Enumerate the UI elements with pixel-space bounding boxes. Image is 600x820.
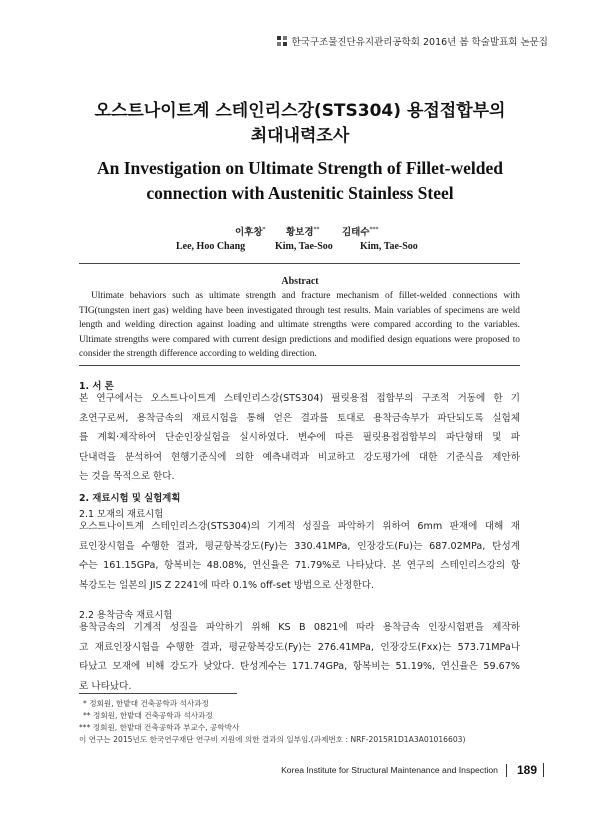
paragraph-line: 료인장시험을 수행한 결과, 평균항복강도(Fy)는 330.41MPa, 인장강도(Fu)는 687.02MPa, 탄성계 — [79, 540, 520, 552]
author-3-ko: 김태수*** — [342, 225, 379, 238]
author-1-ko: 이후창* — [235, 225, 266, 238]
footnotes — [79, 698, 465, 746]
paragraph-line: 단내력을 분석하여 현행기준식에 의한 예측내력과 비교하고 강도평가에 대한 기준식을 제안하 — [79, 451, 520, 463]
author-3-en: Kim, Tae-Soo — [360, 241, 418, 252]
proceedings-title: 한국구조물진단유지관리공학회 2016년 봄 학술발표회 논문집 — [291, 37, 548, 48]
paragraph-line: 용착금속의 기계적 성질을 파악하기 위해 KS B 0821에 따라 용착금속 인장시험편을 제작하 — [79, 622, 520, 633]
section-2-1-heading: 2.1 모재의 재료시험 — [79, 509, 164, 520]
section-2-heading: 2. 재료시험 및 실험계획 — [79, 493, 181, 504]
english-title-line1: An Investigation on Ultimate Strength of Fillet-welded — [96, 158, 504, 178]
paragraph-line: 본 연구에서는 오스트나이트계 스테인리스강(STS304) 필릿용접 접합부의 구조적 거동에 한 기 — [79, 393, 520, 404]
society-logo-icon — [277, 36, 287, 46]
divider-top — [79, 263, 520, 264]
footnote-divider — [79, 693, 237, 694]
paragraph-line: 로 나타났다. — [79, 680, 132, 692]
author-2-en: Kim, Tae-Soo — [275, 241, 333, 252]
page-number: 189 — [516, 763, 537, 777]
running-header — [277, 34, 548, 48]
english-title-line2: connection with Austenitic Stainless Steel — [146, 183, 454, 203]
paragraph-line: 를 계획·제작하여 단순인장실험을 실시하였다. 변수에 따른 필릿용접접합부의 파단형태 및 파 — [79, 432, 520, 443]
section-1-paragraph — [79, 389, 520, 487]
abstract-heading: Abstract — [281, 276, 319, 287]
paragraph-line: 오스트나이트계 스테인리스강(STS304)의 기계적 성질을 파악하기 위하여 6mm 판재에 대해 재 — [79, 521, 520, 532]
section-1-heading: 1. 서 론 — [79, 381, 114, 392]
footnote-3: *** 정회원, 한밭대 건축공학과 부교수, 공학박사 — [79, 723, 240, 732]
footer-end-mark — [543, 763, 544, 777]
korean-title — [0, 99, 600, 149]
footnote-1: * 정회원, 한밭대 건축공학과 석사과정 — [83, 699, 209, 708]
author-2-ko: 황보경** — [286, 225, 320, 238]
korean-title-line1: 오스트나이트계 스테인리스강(STS304) 용접접합부의 — [94, 101, 506, 121]
paragraph-line: 수는 161.15GPa, 항복비는 48.08%, 연신율은 71.79%로 나타났다. 본 연구의 스테인리스강의 항 — [79, 560, 520, 571]
section-2-1-paragraph — [79, 517, 520, 595]
korean-title-line2: 최대내력조사 — [250, 126, 350, 146]
paragraph-line: 초연구로써, 용착금속의 재료시험을 통해 얻은 결과를 토대로 용착금속부가 파단되도록 실험체 — [79, 412, 520, 424]
institute-name: Korea Institute for Structural Maintenance and Inspection — [281, 765, 498, 775]
footer-separator — [506, 764, 507, 777]
english-title — [0, 156, 600, 206]
paragraph-line: 고 재료인장시험을 수행한 결과, 평균항복강도(Fy)는 276.41MPa, 인장강도(Fxx)는 573.71MPa나 — [79, 641, 520, 653]
abstract-body: Ultimate behaviors such as ultimate strength and fracture mechanism of fillet-welded connections with TIG(tungsten inert gas) welding have been investigated through test results. Main variables of specimens are weld length and welding direction against loading and ultimate strengths were compared according to the variables. Ultimate strengths were compared with current design predictions and modified design equations were proposed to consider the strength difference according to welding direction. — [79, 291, 520, 360]
footnote-2: ** 정회원, 한밭대 건축공학과 석사과정 — [83, 711, 213, 720]
author-1-en: Lee, Hoo Chang — [176, 241, 246, 252]
paragraph-line: 복강도는 일본의 JIS Z 2241에 따라 0.1% off-set 방법으로 산정한다. — [79, 579, 375, 591]
paragraph-line: 타났고 모재에 비해 강도가 낮았다. 탄성계수는 171.74GPa, 항복비는 51.19%, 연신율은 59.67% — [79, 661, 520, 672]
paragraph-line: 는 것을 목적으로 한다. — [79, 471, 175, 482]
page-footer — [281, 763, 544, 777]
section-2-2-paragraph — [79, 618, 520, 696]
footnote-funding: 이 연구는 2015년도 한국연구재단 연구비 지원에 의한 결과의 일부임.(과제번호 : NRF-2015R1D1A3A01016603) — [79, 735, 466, 744]
section-2-2-heading: 2.2 용착금속 재료시험 — [79, 610, 173, 621]
divider-bottom — [79, 365, 520, 366]
